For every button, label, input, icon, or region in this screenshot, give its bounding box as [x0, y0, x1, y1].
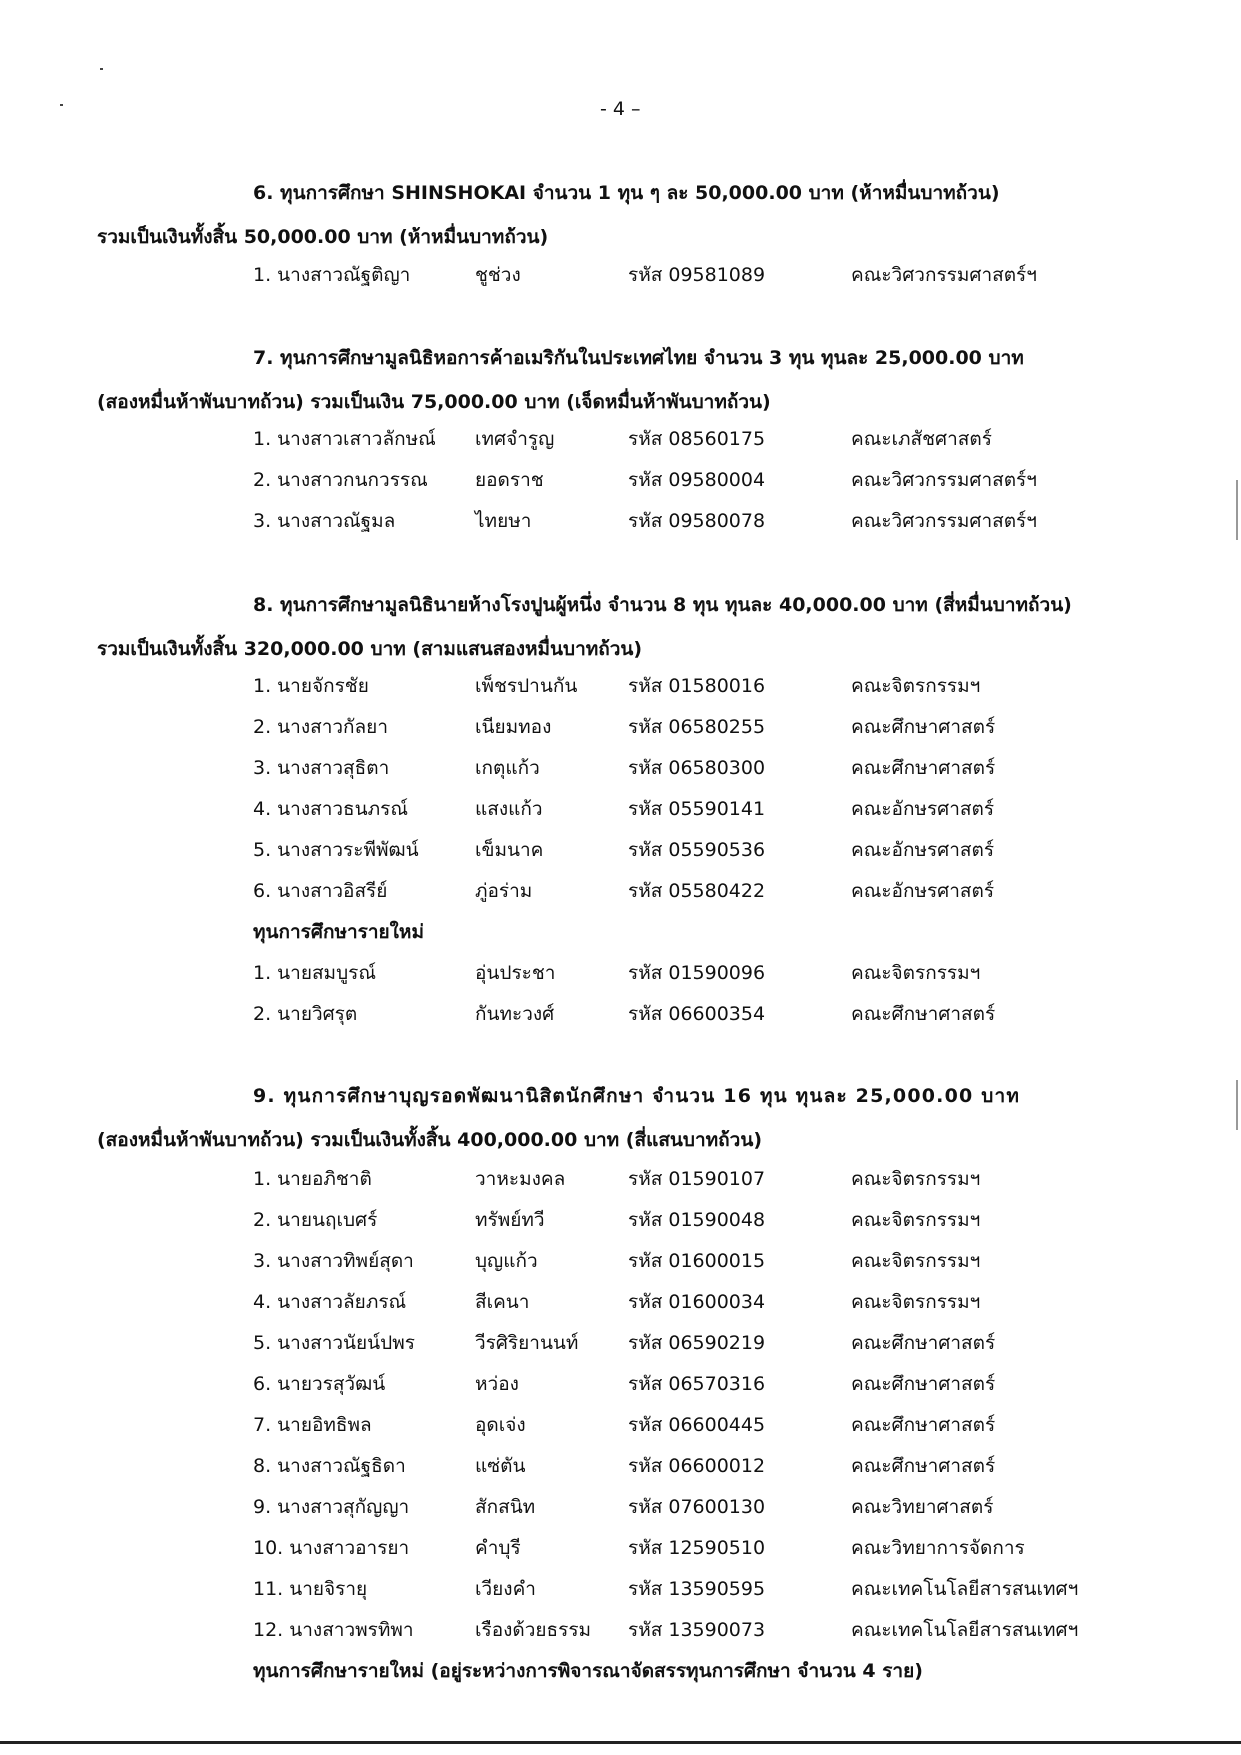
- scan-edge-mark: [1236, 1080, 1238, 1130]
- recipient-name: 3. นางสาวณัฐมล: [253, 510, 396, 532]
- section-9-heading-line2: (สองหมื่นห้าพันบาทถ้วน) รวมเป็นเงินทั้งสิ้น 400,000.00 บาท (สี่แสนบาทถ้วน): [97, 1129, 763, 1151]
- recipient-surname: อุดเจ่ง: [475, 1414, 526, 1436]
- section-8-heading: [97, 590, 1137, 664]
- recipient-surname: คำบุรี: [475, 1537, 521, 1559]
- student-id: รหัส 01600034: [628, 1291, 766, 1313]
- section-7-heading: [97, 343, 1137, 417]
- faculty: คณะจิตรกรรมฯ: [851, 1291, 981, 1313]
- recipient-surname: ยอดราช: [475, 469, 544, 491]
- recipient-name: 11. นายจิรายุ: [253, 1578, 368, 1600]
- section-6-heading: [97, 178, 1137, 252]
- recipient-surname: เนียมทอง: [475, 716, 552, 738]
- page-bottom-border: [0, 1741, 1241, 1744]
- section-6-heading-line2: รวมเป็นเงินทั้งสิ้น 50,000.00 บาท (ห้าหมื่นบาทถ้วน): [97, 226, 549, 248]
- student-id: รหัส 06580300: [628, 757, 766, 779]
- recipient-surname: เข็มนาค: [475, 839, 544, 861]
- faculty: คณะศึกษาศาสตร์: [851, 716, 996, 738]
- student-id: รหัส 05580422: [628, 880, 766, 902]
- recipient-name: 7. นายอิทธิพล: [253, 1414, 372, 1436]
- recipient-name: 1. นางสาวเสาวลักษณ์: [253, 428, 436, 450]
- faculty: คณะจิตรกรรมฯ: [851, 1168, 981, 1190]
- recipient-name: 8. นางสาวณัฐธิดา: [253, 1455, 406, 1477]
- faculty: คณะศึกษาศาสตร์: [851, 1003, 996, 1025]
- scan-speck: [60, 104, 63, 106]
- faculty: คณะศึกษาศาสตร์: [851, 1373, 996, 1395]
- scan-speck: [100, 68, 103, 70]
- recipient-name: 1. นายสมบูรณ์: [253, 962, 376, 984]
- recipient-surname: วาหะมงคล: [475, 1168, 566, 1190]
- recipient-surname: แซ่ตัน: [475, 1455, 526, 1477]
- section-9-heading-line1: 9. ทุนการศึกษาบุญรอดพัฒนานิสิตนักศึกษา จำนวน 16 ทุน ทุนละ 25,000.00 บาท: [253, 1085, 1021, 1107]
- faculty: คณะจิตรกรรมฯ: [851, 675, 981, 697]
- student-id: รหัส 01580016: [628, 675, 766, 697]
- faculty: คณะเทคโนโลยีสารสนเทศฯ: [851, 1578, 1079, 1600]
- student-id: รหัส 09580078: [628, 510, 766, 532]
- recipient-name: 9. นางสาวสุกัญญา: [253, 1496, 410, 1518]
- recipient-surname: สีเคนา: [475, 1291, 530, 1313]
- recipient-surname: หว่อง: [475, 1373, 519, 1395]
- student-id: รหัส 01590107: [628, 1168, 766, 1190]
- recipient-name: 1. นายจักรชัย: [253, 675, 369, 697]
- faculty: คณะวิศวกรรมศาสตร์ฯ: [851, 510, 1037, 532]
- faculty: คณะเทคโนโลยีสารสนเทศฯ: [851, 1619, 1079, 1641]
- recipient-surname: สักสนิท: [475, 1496, 536, 1518]
- recipient-name: 10. นางสาวอารยา: [253, 1537, 410, 1559]
- student-id: รหัส 06570316: [628, 1373, 766, 1395]
- faculty: คณะศึกษาศาสตร์: [851, 757, 996, 779]
- recipient-name: 2. นายนฤเบศร์: [253, 1209, 378, 1231]
- new-scholarship-subheading: ทุนการศึกษารายใหม่: [253, 921, 424, 943]
- section-7-heading-line1: 7. ทุนการศึกษามูลนิธิหอการค้าอเมริกันในประเทศไทย จำนวน 3 ทุน ทุนละ 25,000.00 บาท: [253, 347, 1024, 369]
- recipient-surname: ทรัพย์ทวี: [475, 1209, 545, 1231]
- recipient-name: 5. นางสาวระพีพัฒน์: [253, 839, 419, 861]
- recipient-name: 3. นางสาวทิพย์สุดา: [253, 1250, 414, 1272]
- student-id: รหัส 06600354: [628, 1003, 766, 1025]
- recipient-surname: วีรศิริยานนท์: [475, 1332, 579, 1354]
- student-id: รหัส 06590219: [628, 1332, 766, 1354]
- recipient-name: 2. นางสาวกัลยา: [253, 716, 388, 738]
- scan-edge-mark: [1236, 480, 1238, 540]
- faculty: คณะวิศวกรรมศาสตร์ฯ: [851, 469, 1037, 491]
- section-9-heading: [97, 1081, 1137, 1155]
- faculty: คณะวิทยาศาสตร์: [851, 1496, 994, 1518]
- recipient-surname: ภู่อร่าม: [475, 880, 533, 902]
- recipient-name: 4. นางสาวธนภรณ์: [253, 798, 408, 820]
- student-id: รหัส 09580004: [628, 469, 766, 491]
- section-6-heading-line1: 6. ทุนการศึกษา SHINSHOKAI จำนวน 1 ทุน ๆ ละ 50,000.00 บาท (ห้าหมื่นบาทถ้วน): [253, 182, 1000, 204]
- recipient-name: 2. นางสาวกนกวรรณ: [253, 469, 428, 491]
- faculty: คณะศึกษาศาสตร์: [851, 1414, 996, 1436]
- recipient-name: 5. นางสาวนัยน์ปพร: [253, 1332, 415, 1354]
- recipient-name: 1. นายอภิชาติ: [253, 1168, 372, 1190]
- student-id: รหัส 13590595: [628, 1578, 766, 1600]
- faculty: คณะอักษรศาสตร์: [851, 880, 995, 902]
- recipient-name: 6. นายวรสุวัฒน์: [253, 1373, 386, 1395]
- student-id: รหัส 06600012: [628, 1455, 766, 1477]
- faculty: คณะจิตรกรรมฯ: [851, 1209, 981, 1231]
- faculty: คณะวิทยาการจัดการ: [851, 1537, 1025, 1559]
- recipient-surname: ชูช่วง: [475, 264, 521, 286]
- student-id: รหัส 05590536: [628, 839, 766, 861]
- student-id: รหัส 06580255: [628, 716, 766, 738]
- recipient-name: 3. นางสาวสุธิตา: [253, 757, 390, 779]
- student-id: รหัส 07600130: [628, 1496, 766, 1518]
- student-id: รหัส 01590096: [628, 962, 766, 984]
- recipient-surname: เรืองด้วยธรรม: [475, 1619, 592, 1641]
- student-id: รหัส 05590141: [628, 798, 766, 820]
- section-8-heading-line1: 8. ทุนการศึกษามูลนิธินายห้างโรงปูนผู้หนึ่ง จำนวน 8 ทุน ทุนละ 40,000.00 บาท (สี่หมื่นบาทถ้วน): [253, 594, 1072, 616]
- recipient-surname: กันทะวงศ์: [475, 1003, 555, 1025]
- recipient-surname: เทศจำรูญ: [475, 428, 555, 450]
- recipient-surname: บุญแก้ว: [475, 1250, 538, 1272]
- faculty: คณะอักษรศาสตร์: [851, 839, 995, 861]
- student-id: รหัส 01600015: [628, 1250, 766, 1272]
- faculty: คณะศึกษาศาสตร์: [851, 1455, 996, 1477]
- recipient-name: 4. นางสาวลัยภรณ์: [253, 1291, 407, 1313]
- recipient-surname: แสงแก้ว: [475, 798, 543, 820]
- section-7-heading-line2: (สองหมื่นห้าพันบาทถ้วน) รวมเป็นเงิน 75,000.00 บาท (เจ็ดหมื่นห้าพันบาทถ้วน): [97, 391, 771, 413]
- new-scholarship-subheading: ทุนการศึกษารายใหม่ (อยู่ระหว่างการพิจารณาจัดสรรทุนการศึกษา จำนวน 4 ราย): [253, 1660, 923, 1682]
- recipient-surname: อุ่นประชา: [475, 962, 556, 984]
- recipient-surname: ไทยษา: [475, 510, 532, 532]
- faculty: คณะวิศวกรรมศาสตร์ฯ: [851, 264, 1037, 286]
- recipient-name: 1. นางสาวณัฐติญา: [253, 264, 411, 286]
- student-id: รหัส 13590073: [628, 1619, 766, 1641]
- recipient-surname: เวียงคำ: [475, 1578, 536, 1600]
- faculty: คณะเภสัชศาสตร์: [851, 428, 992, 450]
- page-number: - 4 –: [600, 98, 641, 120]
- recipient-name: 12. นางสาวพรทิพา: [253, 1619, 414, 1641]
- recipient-surname: เกตุแก้ว: [475, 757, 540, 779]
- section-8-heading-line2: รวมเป็นเงินทั้งสิ้น 320,000.00 บาท (สามแสนสองหมื่นบาทถ้วน): [97, 638, 643, 660]
- faculty: คณะศึกษาศาสตร์: [851, 1332, 996, 1354]
- student-id: รหัส 06600445: [628, 1414, 766, 1436]
- faculty: คณะอักษรศาสตร์: [851, 798, 995, 820]
- student-id: รหัส 12590510: [628, 1537, 766, 1559]
- student-id: รหัส 08560175: [628, 428, 766, 450]
- faculty: คณะจิตรกรรมฯ: [851, 1250, 981, 1272]
- student-id: รหัส 09581089: [628, 264, 766, 286]
- recipient-name: 2. นายวิศรุต: [253, 1003, 358, 1025]
- recipient-surname: เพ็ชรปานกัน: [475, 675, 578, 697]
- recipient-name: 6. นางสาวอิสรีย์: [253, 880, 388, 902]
- student-id: รหัส 01590048: [628, 1209, 766, 1231]
- faculty: คณะจิตรกรรมฯ: [851, 962, 981, 984]
